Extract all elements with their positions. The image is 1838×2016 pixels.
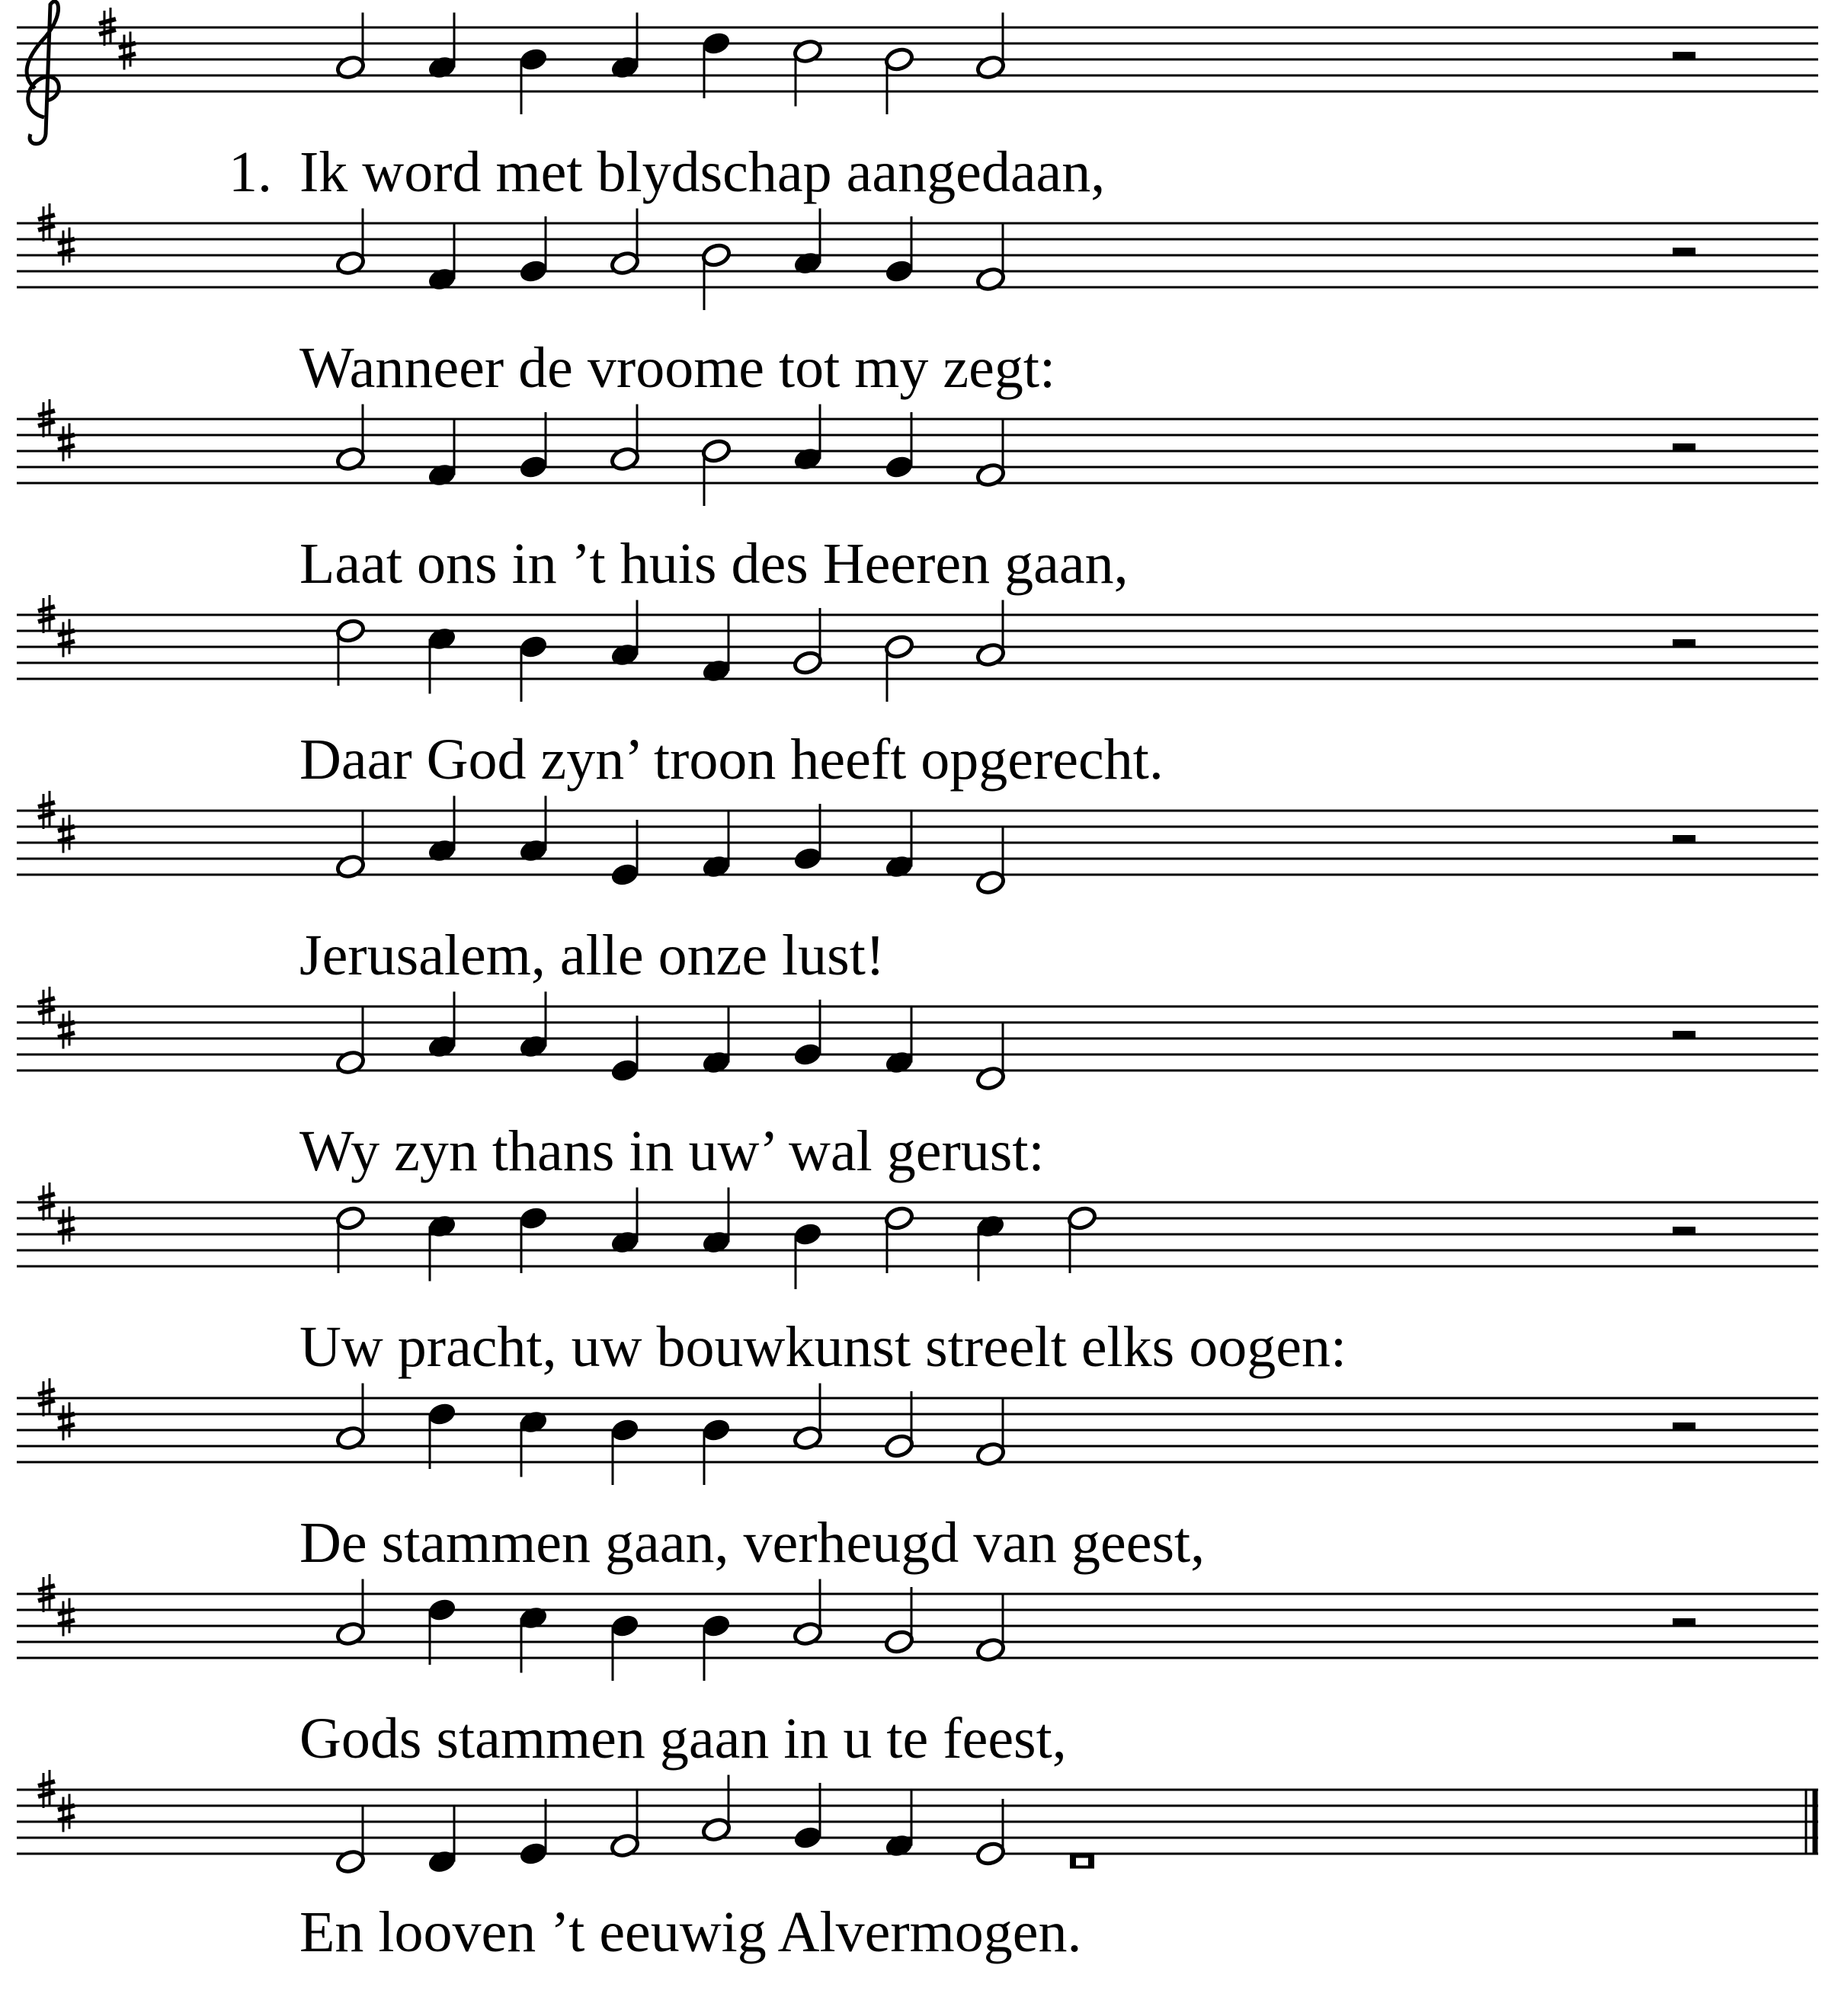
key-sharp-c-icon xyxy=(119,32,136,70)
lyric-line-6: Wy zyn thans in uw’ wal gerust: xyxy=(299,1119,1045,1183)
key-sharp-c-icon xyxy=(58,1794,75,1832)
half-rest-icon xyxy=(1673,835,1696,843)
note-head xyxy=(1067,1205,1097,1231)
key-sharp-c-icon xyxy=(58,424,75,462)
lyric-line-10: En looven ’t eeuwig Alvermogen. xyxy=(299,1900,1082,1964)
note-head xyxy=(701,438,732,464)
key-sharp-c-icon xyxy=(58,1207,75,1245)
note-head xyxy=(335,618,366,644)
note-head xyxy=(518,634,549,660)
lyric-line-9: Gods stammen gaan in u te feest, xyxy=(299,1707,1067,1771)
note-head xyxy=(427,1597,457,1623)
lyric-line-3: Laat ons in ’t huis des Heeren gaan, xyxy=(299,532,1129,596)
note-head xyxy=(884,1433,914,1459)
key-sharp-c-icon xyxy=(58,1598,75,1637)
note-head xyxy=(518,454,549,480)
lyric-line-4: Daar God zyn’ troon heeft opgerecht. xyxy=(299,728,1164,792)
half-rest-icon xyxy=(1673,443,1696,451)
half-rest-icon xyxy=(1673,1618,1696,1626)
note-head xyxy=(793,1042,823,1067)
note-head xyxy=(610,1417,640,1443)
note-head xyxy=(884,634,914,660)
note-head xyxy=(610,1058,640,1083)
key-sharp-c-icon xyxy=(58,1403,75,1441)
note-head xyxy=(884,46,914,72)
lyric-line-2: Wanneer de vroome tot my zegt: xyxy=(299,336,1056,400)
note-head xyxy=(884,1205,914,1231)
lyric-line-8: De stammen gaan, verheugd van geest, xyxy=(299,1511,1206,1575)
note-head xyxy=(518,46,549,72)
note-head xyxy=(793,846,823,872)
half-rest-icon xyxy=(1673,639,1696,647)
half-rest-icon xyxy=(1673,1422,1696,1430)
note-head xyxy=(701,1613,732,1639)
key-sharp-c-icon xyxy=(58,1011,75,1049)
half-rest-icon xyxy=(1673,1031,1696,1038)
note-head xyxy=(701,242,732,268)
key-sharp-c-icon xyxy=(58,815,75,853)
key-sharp-c-icon xyxy=(58,619,75,658)
note-head xyxy=(793,1825,823,1851)
note-head xyxy=(793,650,823,676)
treble-clef xyxy=(27,2,59,144)
lyric-line-7: Uw pracht, uw bouwkunst streelt elks oogen: xyxy=(299,1315,1347,1379)
note-head xyxy=(518,1205,549,1231)
note-head xyxy=(884,1629,914,1655)
note-head xyxy=(610,862,640,888)
half-rest-icon xyxy=(1673,52,1696,59)
lyric-line-5: Jerusalem, alle onze lust! xyxy=(299,923,885,987)
key-sharp-c-icon xyxy=(58,228,75,266)
lyric-line-1: Ik word met blydschap aangedaan, xyxy=(299,140,1106,204)
note-head xyxy=(335,1205,366,1231)
note-head xyxy=(701,1417,732,1443)
half-rest-icon xyxy=(1673,248,1696,255)
note-head xyxy=(610,1613,640,1639)
note-head xyxy=(518,258,549,284)
note-head xyxy=(975,1841,1006,1867)
note-head xyxy=(518,1841,549,1867)
breve-note-hole xyxy=(1076,1858,1088,1866)
note-head xyxy=(793,1221,823,1247)
note-head xyxy=(884,454,914,480)
note-head xyxy=(427,1401,457,1427)
note-head xyxy=(701,30,732,56)
note-head xyxy=(884,258,914,284)
verse-number: 1. xyxy=(229,140,272,204)
half-rest-icon xyxy=(1673,1227,1696,1234)
